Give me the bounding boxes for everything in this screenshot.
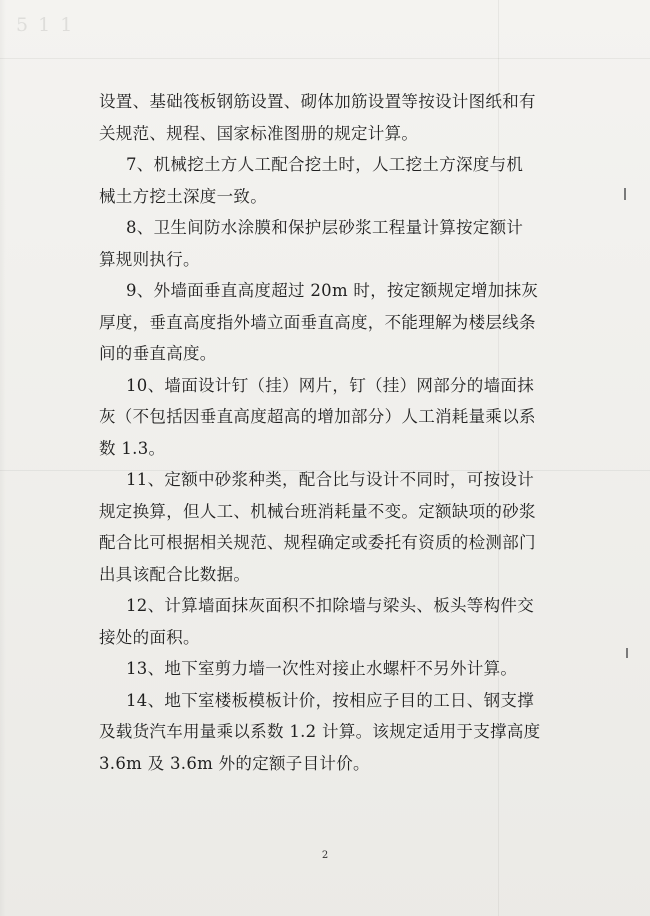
text-line: 11、定额中砂浆种类，配合比与设计不同时，可按设计 xyxy=(126,470,534,489)
text-line: 8、卫生间防水涂膜和保护层砂浆工程量计算按定额计 xyxy=(126,218,524,237)
text-line: 13、地下室剪力墙一次性对接止水螺杆不另外计算。 xyxy=(126,659,518,678)
page-number: 2 xyxy=(321,850,329,861)
text-line: 械土方挖土深度一致。 xyxy=(99,186,267,206)
fold-line xyxy=(0,58,650,59)
text-line: 数 1.3。 xyxy=(99,438,166,458)
bleed-through-mark: 5 1 1 xyxy=(16,14,75,36)
text-line: 设置、基础筏板钢筋设置、砌体加筋设置等按设计图纸和有 xyxy=(99,92,536,111)
text-line: 及载货汽车用量乘以系数 1.2 计算。该规定适用于支撑高度 xyxy=(99,722,541,741)
text-line: 接处的面积。 xyxy=(99,627,200,647)
text-line: 间的垂直高度。 xyxy=(99,344,217,363)
text-line: 9、外墙面垂直高度超过 20m 时，按定额规定增加抹灰 xyxy=(126,281,539,300)
document-body xyxy=(99,86,579,779)
text-line: 厚度，垂直高度指外墙立面垂直高度，不能理解为楼层线条 xyxy=(99,312,536,332)
text-line: 规定换算，但人工、机械台班消耗量不变。定额缺项的砂浆 xyxy=(99,501,536,521)
text-line: 出具该配合比数据。 xyxy=(99,564,251,584)
text-line: 7、机械挖土方人工配合挖土时，人工挖土方深度与机 xyxy=(126,155,524,174)
text-line: 3.6m 及 3.6m 外的定额子目计价。 xyxy=(99,753,370,773)
text-line: 12、计算墙面抹灰面积不扣除墙与梁头、板头等构件交 xyxy=(126,596,534,615)
text-line: 14、地下室楼板模板计价，按相应子目的工日、钢支撑 xyxy=(126,690,534,710)
text-line: 配合比可根据相关规范、规程确定或委托有资质的检测部门 xyxy=(99,533,536,552)
text-line: 灰（不包括因垂直高度超高的增加部分）人工消耗量乘以系 xyxy=(99,407,536,426)
text-line: 10、墙面设计钉（挂）网片，钉（挂）网部分的墙面抹 xyxy=(126,375,534,395)
edge-mark xyxy=(626,648,628,658)
text-line: 算规则执行。 xyxy=(99,249,200,269)
text-line: 关规范、规程、国家标准图册的规定计算。 xyxy=(99,123,419,143)
edge-mark xyxy=(624,188,626,200)
